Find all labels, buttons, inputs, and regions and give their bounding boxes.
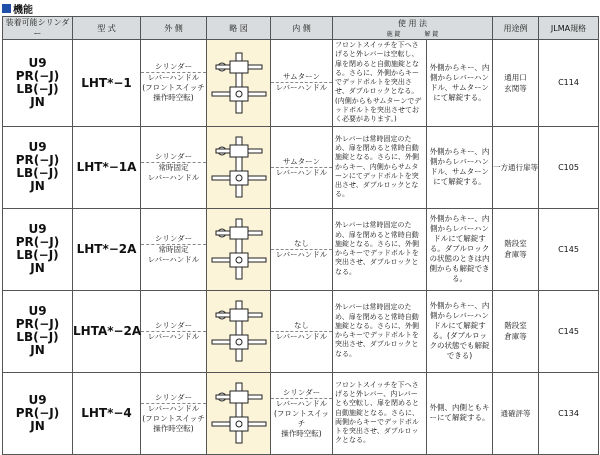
outside-cell <box>141 208 207 290</box>
inside-top: なし <box>294 238 309 248</box>
cylinder-type: U9 <box>28 55 47 70</box>
usage-lock: 外レバーは常時固定のため、扉を閉めると常時自動施錠となる。さらに、外側からキーでデッドボルトを突出させ、ダブルロックとなる。 <box>333 290 427 372</box>
cylinder-type: U9 <box>28 140 47 155</box>
lock-diagram <box>207 40 271 127</box>
usage-lock: フロントスイッチを下へさげると外レバーは空転し、扉を閉めると自動施錠となる。さらに、外側からキーでデッドボルトを突出させ、ダブルロックとなる。(内側からもサムターンでデッドボルトを突出させておく必要があります。) <box>333 40 427 127</box>
outside-top: シリンダー <box>154 392 193 402</box>
table-row <box>3 372 599 454</box>
inside-top: なし <box>294 320 309 330</box>
cylinder-type: JN <box>30 261 45 276</box>
cylinder-type: PR(−J) <box>15 317 60 332</box>
example-use: 通用口 玄関等 <box>493 40 539 127</box>
header-jlma: JLMA規格 <box>539 17 599 40</box>
usage-unlock: 外側、内側ともキーにて解錠する。 <box>427 372 493 454</box>
inside-top: シリンダー <box>282 387 321 397</box>
lock-diagram-icon <box>210 51 268 115</box>
model-code: LHT*−1A <box>73 126 141 208</box>
lock-diagram-icon <box>210 299 268 363</box>
cylinder-type: JN <box>30 343 45 358</box>
lock-diagram <box>207 126 271 208</box>
jlma-code: C134 <box>539 372 599 454</box>
usage-lock: 外レバーは常時固定のため、扉を閉めると常時自動施錠となる。さらに、外側からキーでデッドボルトを突出させ、ダブルロックとなる。 <box>333 208 427 290</box>
lock-diagram-icon <box>210 135 268 199</box>
usage-unlock: 外側からキー、内側からレバーハンドル、サムターンにて解錠する。 <box>427 126 493 208</box>
jlma-code: C114 <box>539 40 599 127</box>
outside-cell <box>141 126 207 208</box>
cylinder-type: PR(−J) <box>15 68 60 83</box>
inside-cell <box>271 40 333 127</box>
cylinder-type: PR(−J) <box>15 235 60 250</box>
inside-bottom: レバーハンドル <box>271 331 332 342</box>
cylinder-type: U9 <box>28 304 47 319</box>
usage-lock: 外レバーは常時固定のため、扉を閉めると常時自動施錠となる。さらに、外側からキー、内側からサムターンにてデッドボルトを突出させ、ダブルロックとなる。 <box>333 126 427 208</box>
inside-top: サムターン <box>283 72 320 82</box>
jlma-code: C105 <box>539 126 599 208</box>
inside-bottom: レバーハンドル (フロントスイッチ 操作時空転) <box>271 398 332 439</box>
cylinder-type: U9 <box>28 392 47 407</box>
example-use: 階段室 倉庫等 <box>493 208 539 290</box>
model-code: LHT*−1 <box>73 40 141 127</box>
cylinder-list <box>3 126 73 208</box>
cylinder-type: JN <box>30 179 45 194</box>
header-inside: 内 側 <box>271 17 333 40</box>
cylinder-type: U9 <box>28 222 47 237</box>
jlma-code: C145 <box>539 208 599 290</box>
cylinder-list <box>3 372 73 454</box>
header-diagram: 略 図 <box>207 17 271 40</box>
example-use: 階段室 倉庫等 <box>493 290 539 372</box>
header-outside: 外 側 <box>141 17 207 40</box>
inside-cell <box>271 290 333 372</box>
inside-cell <box>271 126 333 208</box>
header-usage: 使 用 法 施 錠 解 錠 <box>333 17 493 40</box>
cylinder-list <box>3 40 73 127</box>
cylinder-type: JN <box>30 418 45 433</box>
cylinder-list <box>3 208 73 290</box>
table-row <box>3 126 599 208</box>
function-table <box>2 16 598 455</box>
header-model: 型 式 <box>73 17 141 40</box>
outside-cell <box>141 372 207 454</box>
model-code: LHTA*−2A <box>73 290 141 372</box>
table-row <box>3 290 599 372</box>
table-header <box>3 17 599 40</box>
lock-diagram-icon <box>210 217 268 281</box>
example-use: 一方通行扉等 <box>493 126 539 208</box>
blue-square-icon <box>2 4 11 13</box>
section-title-text: 機能 <box>13 4 33 16</box>
lock-diagram <box>207 208 271 290</box>
inside-bottom: レバーハンドル <box>271 167 332 178</box>
inside-bottom: レバーハンドル <box>271 249 332 260</box>
header-cylinder: 装着可能シリンダー <box>3 17 73 40</box>
outside-top: シリンダー <box>154 320 193 330</box>
outside-cell <box>141 290 207 372</box>
outside-bottom: レバーハンドル (フロントスイッチ 操作時空転) <box>142 403 205 433</box>
usage-lock: フロントスイッチを下へさげると外レバー、内レバーとも空転し、扉を閉めると自動施錠となる。さらに、両側からキーでデッドボルトを突出させ、ダブルロックとなる。 <box>333 372 427 454</box>
example-use: 通確評等 <box>493 372 539 454</box>
inside-bottom: レバーハンドル <box>271 82 332 93</box>
lock-diagram <box>207 372 271 454</box>
outside-top: シリンダー <box>154 151 193 161</box>
cylinder-type: PR(−J) <box>15 153 60 168</box>
inside-cell <box>271 372 333 454</box>
usage-unlock: 外側からキー、内側からレバーハンドル、サムターンにて解錠する。 <box>427 40 493 127</box>
table-row <box>3 208 599 290</box>
usage-unlock: 外側からキー、内側からレバーハンドルにて解錠する。(ダブルロックの状態でも解錠できる) <box>427 290 493 372</box>
table-row <box>3 40 599 127</box>
inside-cell <box>271 208 333 290</box>
lock-diagram-icon <box>210 381 268 445</box>
outside-bottom: レバーハンドル <box>141 331 206 342</box>
outside-cell <box>141 40 207 127</box>
cylinder-type: LB(−J) <box>16 81 59 96</box>
cylinder-type: PR(−J) <box>15 405 60 420</box>
model-code: LHT*−4 <box>73 372 141 454</box>
inside-top: サムターン <box>283 156 320 166</box>
cylinder-type: LB(−J) <box>16 248 59 263</box>
model-code: LHT*−2A <box>73 208 141 290</box>
cylinder-list <box>3 290 73 372</box>
lock-diagram <box>207 290 271 372</box>
outside-top: シリンダー <box>154 62 193 72</box>
usage-unlock: 外側からキー、内側からレバーハンドルにて解錠する。ダブルロックの状態のときは内側からも解錠できる。 <box>427 208 493 290</box>
outside-bottom: レバーハンドル (フロントスイッチ 操作時空転) <box>142 73 205 103</box>
outside-top: シリンダー <box>154 233 193 243</box>
cylinder-type: LB(−J) <box>16 166 59 181</box>
outside-bottom: 常時固定 レバーハンドル <box>141 162 206 183</box>
jlma-code: C145 <box>539 290 599 372</box>
section-title <box>2 2 33 14</box>
outside-bottom: 常時固定 レバーハンドル <box>141 244 206 265</box>
header-example: 用途例 <box>493 17 539 40</box>
cylinder-type: JN <box>30 94 45 109</box>
cylinder-type: LB(−J) <box>16 330 59 345</box>
